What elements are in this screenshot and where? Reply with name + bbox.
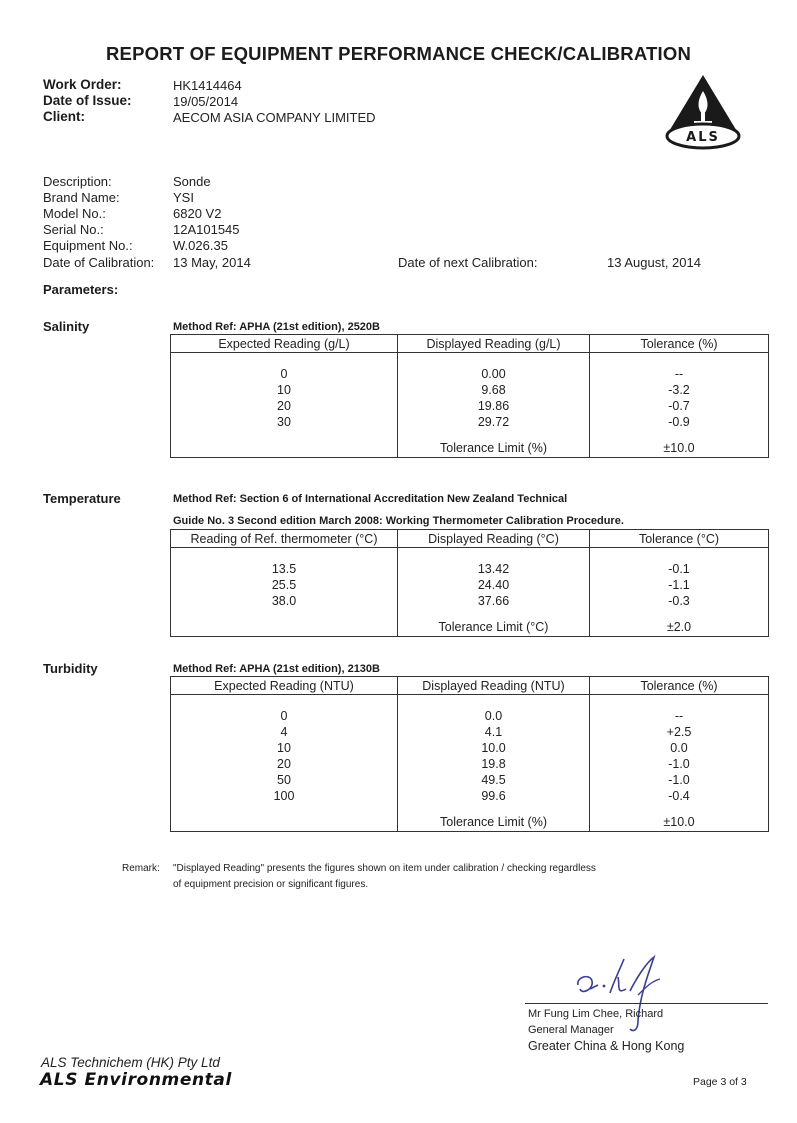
table-cell: -3.2: [668, 383, 690, 397]
signatory-region: Greater China & Hong Kong: [528, 1039, 685, 1053]
salinity-table: [170, 334, 769, 458]
als-logo-icon: [664, 73, 742, 151]
table-cell: 10: [277, 741, 291, 755]
temperature-heading: Temperature: [43, 491, 121, 506]
table-cell: -0.3: [668, 594, 690, 608]
table-cell: 20: [277, 399, 291, 413]
temperature-method-line1: Method Ref: Section 6 of International Accreditation New Zealand Technical: [173, 493, 568, 505]
client-value: AECOM ASIA COMPANY LIMITED: [173, 110, 376, 125]
description-value: Sonde: [173, 174, 211, 189]
temperature-tolerance-col: [590, 548, 769, 620]
client-label: Client:: [43, 109, 85, 124]
turbidity-displayed-col: [398, 695, 590, 815]
turbidity-header-displayed: Displayed Reading (NTU): [398, 677, 590, 695]
signatory-position: General Manager: [528, 1024, 614, 1036]
table-cell: 37.66: [477, 594, 510, 608]
temperature-limit-value: ±2.0: [590, 619, 769, 637]
parameters-heading: Parameters:: [43, 282, 119, 297]
table-cell: 13.42: [477, 562, 510, 576]
equipment-no-value: W.026.35: [173, 238, 228, 253]
work-order-label: Work Order:: [43, 77, 122, 92]
footer-brand: ALS Environmental: [40, 1070, 232, 1090]
salinity-header-expected: Expected Reading (g/L): [171, 335, 398, 353]
turbidity-method: Method Ref: APHA (21st edition), 2130B: [173, 663, 380, 675]
table-cell: 10: [277, 383, 291, 397]
logo-text: ALS: [686, 130, 720, 145]
table-cell: 25.5: [271, 578, 297, 592]
signature-line: [525, 1003, 768, 1004]
model-label: Model No.:: [43, 206, 106, 221]
serial-label: Serial No.:: [43, 222, 104, 237]
table-cell: 0: [280, 709, 288, 723]
description-label: Description:: [43, 174, 112, 189]
calibration-date-label: Date of Calibration:: [43, 255, 155, 270]
remark-line2: of equipment precision or significant figures.: [173, 879, 369, 890]
model-value: 6820 V2: [173, 206, 222, 221]
table-cell: 19.86: [477, 399, 510, 413]
temperature-table: [170, 529, 769, 637]
brand-label: Brand Name:: [43, 190, 120, 205]
turbidity-limit-label: Tolerance Limit (%): [398, 814, 590, 832]
equipment-no-label: Equipment No.:: [43, 238, 133, 253]
table-cell: 0: [280, 367, 288, 381]
turbidity-table: [170, 676, 769, 832]
table-cell: --: [674, 709, 684, 723]
table-cell: 19.8: [481, 757, 506, 771]
table-cell: 13.5: [271, 562, 297, 576]
temperature-reference-col: [171, 548, 398, 637]
page-number: Page 3 of 3: [693, 1076, 747, 1088]
table-cell: 29.72: [477, 415, 510, 429]
table-cell: 100: [273, 789, 295, 803]
salinity-heading: Salinity: [43, 319, 90, 334]
signatory-name: Mr Fung Lim Chee, Richard: [528, 1008, 664, 1020]
table-cell: -1.0: [668, 773, 690, 787]
temperature-method-line2: Guide No. 3 Second edition March 2008: Working Thermometer Calibration Procedure.: [173, 515, 624, 527]
table-cell: 24.40: [477, 578, 510, 592]
table-cell: 4.1: [484, 725, 503, 739]
remark-line1: "Displayed Reading" presents the figures shown on item under calibration / checking regardless: [173, 863, 596, 874]
salinity-limit-label: Tolerance Limit (%): [398, 440, 590, 458]
salinity-header-displayed: Displayed Reading (g/L): [398, 335, 590, 353]
date-issue-value: 19/05/2014: [173, 94, 239, 109]
table-cell: 49.5: [481, 773, 506, 787]
turbidity-tolerance-col: [590, 695, 769, 815]
table-cell: --: [674, 367, 684, 381]
brand-value: YSI: [173, 190, 194, 205]
turbidity-limit-value: ±10.0: [590, 814, 769, 832]
temperature-displayed-col: [398, 548, 590, 620]
table-cell: 0.0: [670, 741, 688, 755]
temperature-limit-label: Tolerance Limit (°C): [398, 619, 590, 637]
salinity-displayed-col: [398, 353, 590, 441]
table-cell: 99.6: [481, 789, 506, 803]
table-cell: 50: [277, 773, 291, 787]
report-title: REPORT OF EQUIPMENT PERFORMANCE CHECK/CALIBRATION: [105, 43, 692, 64]
next-calibration-label: Date of next Calibration:: [398, 255, 538, 270]
calibration-date-value: 13 May, 2014: [173, 255, 251, 270]
table-cell: 9.68: [481, 383, 506, 397]
salinity-method: Method Ref: APHA (21st edition), 2520B: [173, 321, 380, 333]
serial-value: 12A101545: [173, 222, 240, 237]
table-cell: 4: [280, 725, 288, 739]
salinity-header-tolerance: Tolerance (%): [590, 335, 769, 353]
temperature-header-tolerance: Tolerance (°C): [590, 530, 769, 548]
table-cell: -1.0: [668, 757, 690, 771]
remark-label: Remark:: [122, 863, 160, 874]
salinity-expected-col: [171, 353, 398, 458]
table-cell: -1.1: [668, 578, 690, 592]
table-cell: 0.0: [484, 709, 503, 723]
table-cell: 20: [277, 757, 291, 771]
table-cell: -0.9: [668, 415, 690, 429]
temperature-header-reference: Reading of Ref. thermometer (°C): [171, 530, 398, 548]
next-calibration-value: 13 August, 2014: [607, 255, 701, 270]
salinity-tolerance-col: [590, 353, 769, 441]
table-cell: 38.0: [271, 594, 297, 608]
date-issue-label: Date of Issue:: [43, 93, 132, 108]
table-cell: 10.0: [481, 741, 506, 755]
footer-company: ALS Technichem (HK) Pty Ltd: [41, 1055, 220, 1070]
salinity-limit-value: ±10.0: [590, 440, 769, 458]
table-cell: 0.00: [481, 367, 506, 381]
table-cell: 30: [277, 415, 291, 429]
table-cell: -0.7: [668, 399, 690, 413]
turbidity-expected-col: [171, 695, 398, 832]
turbidity-header-tolerance: Tolerance (%): [590, 677, 769, 695]
table-cell: +2.5: [666, 725, 692, 739]
turbidity-heading: Turbidity: [43, 661, 98, 676]
turbidity-header-expected: Expected Reading (NTU): [171, 677, 398, 695]
signature-icon: [568, 955, 668, 1035]
temperature-header-displayed: Displayed Reading (°C): [398, 530, 590, 548]
table-cell: -0.4: [668, 789, 690, 803]
table-cell: -0.1: [668, 562, 690, 576]
work-order-value: HK1414464: [173, 78, 242, 93]
